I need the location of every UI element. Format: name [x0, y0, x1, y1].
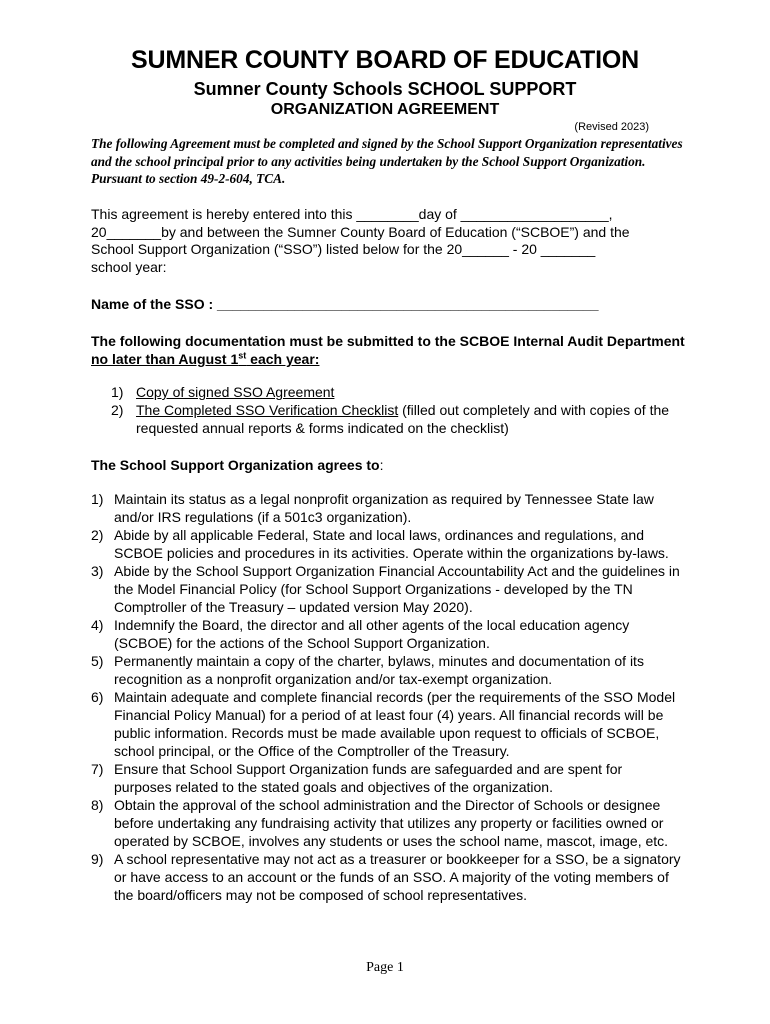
list-item-text: Maintain adequate and complete financial records (per the requirements of the SSO Model Financial Policy Manual) for a period of at least four (4) years. All financial records will be public information. Records must be made available upon request to officials of SCBOE, school principal, or the Office of the Comptroller of the Treasury.	[114, 689, 676, 759]
documentation-heading	[91, 332, 691, 368]
list-item	[91, 383, 681, 401]
list-item	[91, 616, 681, 652]
list-number: 8)	[91, 797, 104, 813]
list-item-text: (filled out completely and with copies of the requested annual reports & forms indicated on the checklist)	[136, 402, 670, 436]
deadline-text: no later than August 1	[91, 351, 239, 367]
agreement-line: school year:	[91, 258, 167, 275]
list-number: 1)	[91, 491, 104, 507]
sso-name-label: Name of the SSO :	[91, 296, 214, 312]
sso-name-line	[91, 296, 691, 314]
list-item	[91, 562, 681, 616]
document-title: SUMNER COUNTY BOARD OF EDUCATION	[131, 46, 639, 74]
deadline-superscript: st	[238, 350, 247, 361]
revision-note: (Revised 2023)	[574, 121, 649, 133]
agreement-terms-list	[91, 490, 681, 904]
document-link-agreement[interactable]: Copy of signed SSO Agreement	[136, 384, 335, 400]
agreement-line: School Support Organization (“SSO”) listed below for the 20______ - 20 _______	[91, 241, 596, 257]
list-item-text: Permanently maintain a copy of the charter, bylaws, minutes and documentation of its recognition as a nonprofit organization and/or tax-exempt organization.	[114, 653, 644, 687]
list-number: 9)	[91, 851, 104, 867]
list-item	[91, 688, 681, 760]
list-number: 2)	[91, 527, 104, 543]
agreement-line: 20_______by and between the Sumner County Board of Education (“SCBOE”) and the	[91, 223, 630, 240]
list-item-text: Maintain its status as a legal nonprofit organization as required by Tennessee State law and/or IRS regulations (if a 501c3 organization).	[114, 491, 654, 525]
list-item-text: Ensure that School Support Organization funds are safeguarded and are spent for purposes related to the stated goals and objectives of the organization.	[114, 761, 623, 795]
deadline-suffix: each year:	[246, 351, 320, 367]
list-item-text: A school representative may not act as a treasurer or bookkeeper for a SSO, be a signatory or have access to an account or the funds of an SSO. A majority of the voting members of the board/officers may not be composed of school representatives.	[114, 851, 681, 903]
list-number: 5)	[91, 653, 104, 669]
agrees-heading-colon: :	[379, 457, 384, 473]
list-number: 6)	[91, 689, 104, 705]
list-number: 4)	[91, 617, 104, 633]
list-item-text: Abide by the School Support Organization Financial Accountability Act and the guidelines in the Model Financial Policy (for School Support Organizations - developed by the TN Comptroller of the Treasury – updated version May 2020).	[114, 563, 680, 615]
documentation-lead: The following documentation must be submitted to the SCBOE Internal Audit Department	[91, 333, 685, 349]
documentation-deadline	[91, 351, 319, 367]
intro-paragraph: The following Agreement must be completed and signed by the School Support Organization representatives and the school principal prior to any activities being undertaken by the School Support Organization. Pursuant to section 49-2-604, TCA.	[91, 136, 683, 186]
list-item-text: Obtain the approval of the school administration and the Director of Schools or designee before undertaking any fundraising activity that utilizes any property or facilities owned or operated by SCBOE, involves any students or uses the school name, mascot, image, etc.	[114, 797, 669, 849]
agrees-heading-text: The School Support Organization agrees to	[91, 457, 380, 473]
list-item-text: Indemnify the Board, the director and all other agents of the local education agency (SCBOE) for the actions of the School Support Organization.	[114, 617, 630, 651]
list-item	[91, 850, 681, 904]
list-item	[91, 490, 681, 526]
list-number: 2)	[111, 402, 124, 418]
documentation-list	[91, 383, 681, 437]
list-item	[91, 760, 681, 796]
agreement-line: This agreement is hereby entered into this ________day of ___________________,	[91, 206, 613, 222]
agrees-heading	[91, 457, 691, 475]
sso-name-blank: _________________________________________________	[213, 296, 599, 312]
list-number: 1)	[111, 384, 124, 400]
list-item	[91, 652, 681, 688]
document-link-checklist[interactable]: The Completed SSO Verification Checklist	[136, 402, 399, 418]
document-subtitle: Sumner County Schools SCHOOL SUPPORT	[193, 79, 577, 99]
list-item	[91, 526, 681, 562]
list-item-text: Abide by all applicable Federal, State and local laws, ordinances and regulations, and SCBOE policies and procedures in its activities. Operate within the organizations by-laws.	[114, 527, 669, 561]
list-number: 7)	[91, 761, 104, 777]
list-item	[91, 401, 681, 437]
document-subtitle-secondary: ORGANIZATION AGREEMENT	[270, 101, 500, 118]
list-number: 3)	[91, 563, 104, 579]
agreement-paragraph	[91, 206, 691, 276]
page-number: Page 1	[366, 960, 404, 975]
list-item	[91, 796, 681, 850]
